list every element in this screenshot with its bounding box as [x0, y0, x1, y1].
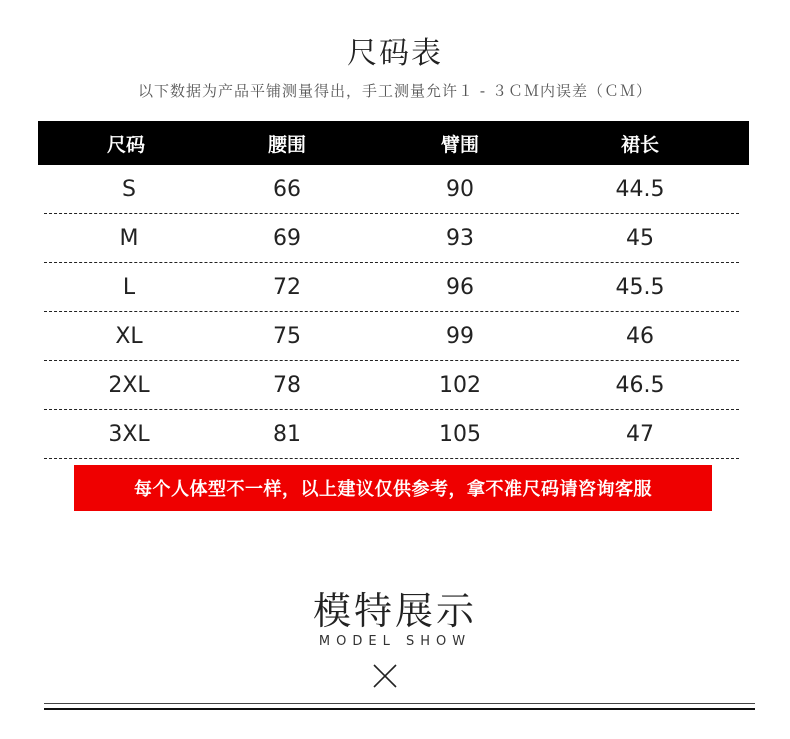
table-row	[44, 410, 739, 459]
cell-skirt-length: 44.5	[615, 176, 665, 202]
page-title: 尺码表	[347, 36, 443, 71]
divider-line	[44, 708, 755, 710]
header-size: 尺码	[106, 133, 145, 156]
table-row	[44, 361, 739, 410]
cell-skirt-length: 46	[626, 323, 654, 349]
cell-arm: 93	[446, 225, 474, 251]
cell-waist: 78	[273, 372, 301, 398]
cell-waist: 75	[273, 323, 301, 349]
cell-waist: 72	[273, 274, 301, 300]
cell-skirt-length: 45	[626, 225, 654, 251]
cell-arm: 90	[446, 176, 474, 202]
cell-size: 3XL	[108, 421, 150, 447]
cell-skirt-length: 46.5	[615, 372, 665, 398]
size-table	[38, 121, 749, 459]
divider-line	[44, 703, 755, 704]
cell-waist: 81	[273, 421, 301, 447]
cell-waist: 66	[273, 176, 301, 202]
header-skirt-length: 裙长	[620, 133, 659, 156]
cell-skirt-length: 45.5	[615, 274, 665, 300]
cell-skirt-length: 47	[626, 421, 654, 447]
model-show-title: 模特展示	[312, 589, 477, 633]
cell-size: M	[119, 225, 139, 251]
table-row	[44, 312, 739, 361]
table-row	[44, 165, 739, 214]
cell-size: S	[122, 176, 136, 202]
measurement-note: 以下数据为产品平铺测量得出，手工测量允许１ - ３ＣＭ内误差（ＣＭ）	[138, 82, 652, 100]
header-waist: 腰围	[267, 133, 306, 156]
table-header	[38, 121, 749, 165]
cross-icon	[372, 663, 398, 689]
cell-size: 2XL	[108, 372, 150, 398]
cell-arm: 99	[446, 323, 474, 349]
cell-arm: 105	[439, 421, 481, 447]
table-row	[44, 263, 739, 312]
cell-arm: 102	[439, 372, 481, 398]
header-arm: 臂围	[440, 133, 479, 156]
cell-waist: 69	[273, 225, 301, 251]
cell-arm: 96	[446, 274, 474, 300]
table-row	[44, 214, 739, 263]
cell-size: XL	[115, 323, 143, 349]
size-advice-banner: 每个人体型不一样，以上建议仅供参考，拿不准尺码请咨询客服	[74, 465, 712, 511]
model-show-subtitle: MODEL SHOW	[318, 634, 472, 649]
cell-size: L	[122, 274, 136, 300]
